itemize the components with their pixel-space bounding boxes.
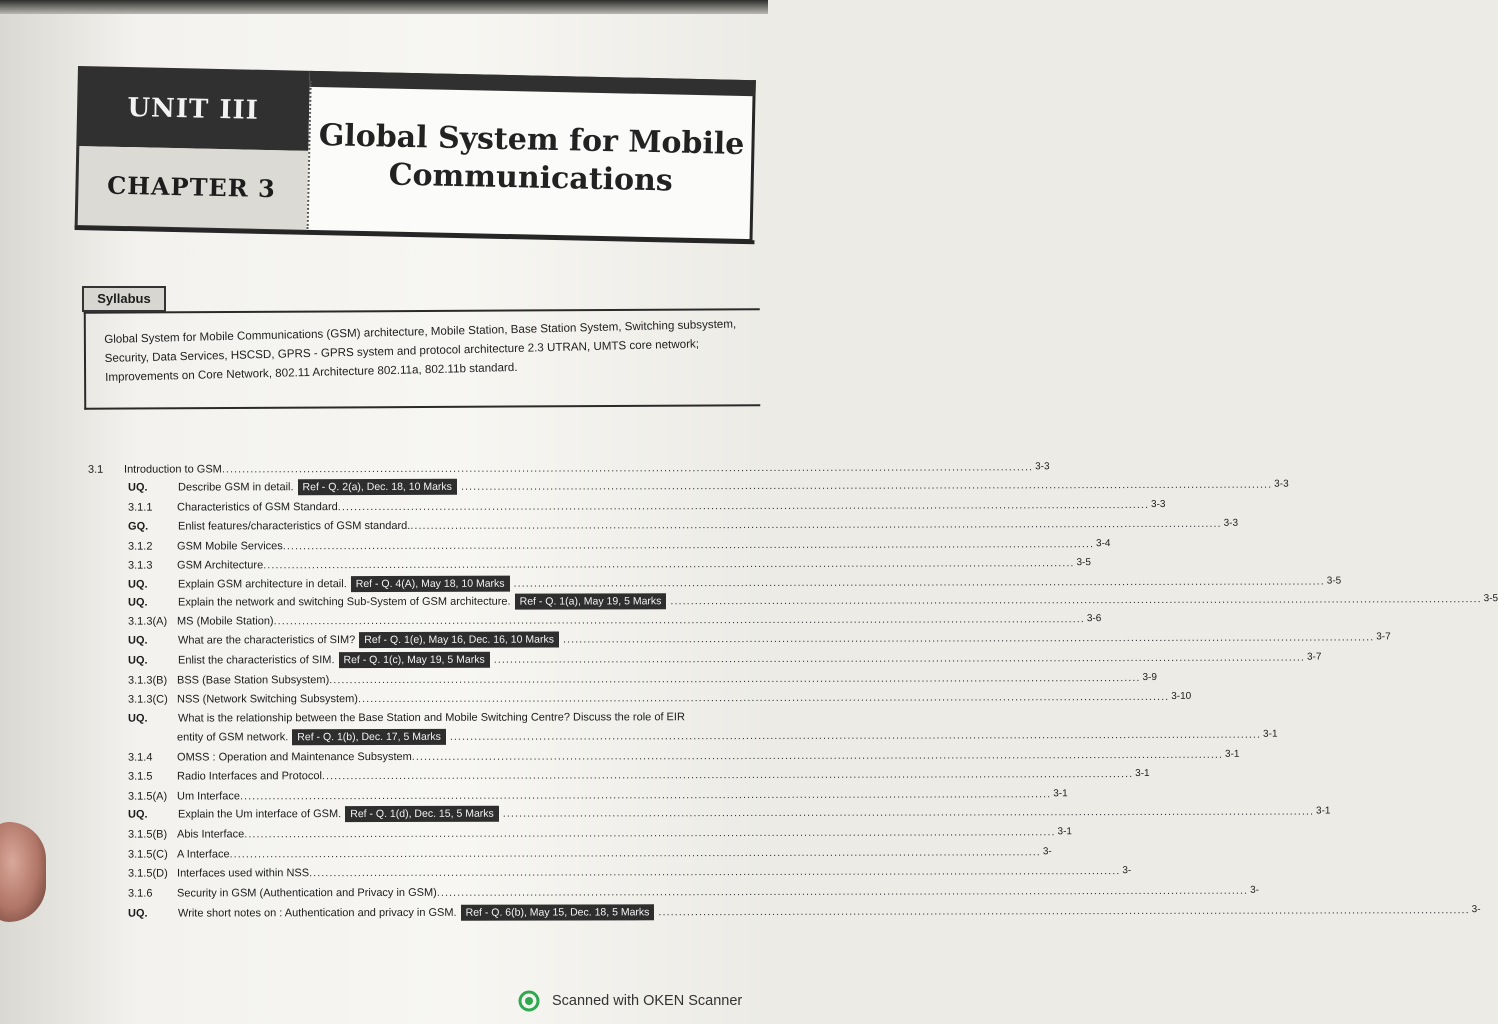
toc-entry (176, 690, 1192, 708)
toc-row (0, 556, 1091, 574)
toc-page-number: 3-3 (1223, 517, 1239, 529)
toc-title: MS (Mobile Station) (176, 615, 274, 628)
toc-leader-dots: ........................................................................................................................................................................................................ (411, 748, 1224, 763)
toc-leader-dots: ........................................................................................................................................................................................................ (309, 865, 1121, 880)
toc-page-number: 3-5 (1076, 557, 1091, 569)
toc-row (0, 748, 1240, 766)
toc-title: OMSS : Operation and Maintenance Subsystem (176, 750, 412, 764)
toc-title: Radio Interfaces and Protocol (176, 770, 322, 783)
toc-row (0, 498, 1166, 516)
toc-row (0, 767, 1150, 785)
toc-leader-dots: ........................................................................................................................................................................................................ (229, 846, 1041, 861)
toc-page-number: 3- (1042, 846, 1052, 858)
toc-number: 3.1 (87, 463, 104, 476)
toc-leader-dots: ........................................................................................................................................................................................................ (337, 498, 1150, 514)
toc-entry (176, 864, 1132, 882)
toc-leader-dots: ........................................................................................................................................................................................................ (502, 805, 1315, 820)
toc-page-number: 3-7 (1376, 631, 1391, 643)
toc-entry (177, 478, 1289, 496)
toc-entry (177, 631, 1391, 649)
chapter-title-line2: Communications (388, 157, 674, 199)
toc-title: Explain the Um interface of GSM. (177, 808, 342, 821)
toc-page-number: 3- (1122, 865, 1132, 877)
toc-page-number: 3-3 (1035, 461, 1050, 473)
toc-number: UQ. (127, 634, 148, 647)
toc-page-number: 3-3 (1151, 498, 1166, 510)
toc-leader-dots: ........................................................................................................................................................................................................ (321, 768, 1134, 783)
toc-row (0, 631, 1391, 649)
toc-page-number: 3- (1250, 884, 1259, 896)
toc-number: 3.1.1 (127, 501, 153, 514)
toc-page-number: 3-9 (1142, 671, 1157, 684)
toc-title: Interfaces used within NSS (176, 867, 310, 880)
toc-title: GSM Mobile Services (176, 540, 283, 553)
toc-title: Abis Interface (176, 828, 245, 841)
syllabus-label: Syllabus (82, 286, 166, 312)
toc-title: Introduction to GSM (123, 463, 222, 476)
toc-row (0, 884, 1259, 902)
toc-number: UQ. (127, 654, 148, 667)
toc-page-number: 3-1 (1135, 767, 1150, 780)
toc-row (0, 575, 1342, 593)
toc-title: BSS (Base Station Subsystem) (176, 674, 330, 687)
toc-row (0, 728, 1278, 746)
toc-page-number: 3- (1471, 904, 1481, 916)
toc-number: 3.1.6 (127, 887, 153, 900)
toc-row (0, 864, 1132, 882)
toc-title: NSS (Network Switching Subsystem) (176, 693, 358, 706)
toc-leader-dots: ........................................................................................................................................................................................................ (670, 593, 1482, 608)
toc-leader-dots: ........................................................................................................................................................................................................ (244, 826, 1056, 841)
toc-entry (177, 651, 1322, 669)
toc-number: 3.1.5(C) (127, 848, 168, 861)
toc-row (0, 904, 1481, 922)
scanner-watermark (518, 990, 742, 1012)
toc-title: GSM Architecture (176, 559, 264, 572)
toc-row (0, 478, 1289, 496)
toc-leader-dots: ........................................................................................................................................................................................................ (357, 690, 1170, 706)
toc-title: entity of GSM network. (176, 731, 289, 744)
toc-leader-dots: ........................................................................................................................................................................................................ (460, 478, 1273, 493)
toc-entry (176, 884, 1259, 902)
chapter-title-line1: Global System for Mobile (318, 118, 745, 162)
toc-reference-badge: Ref - Q. 1(e), May 16, Dec. 16, 10 Marks (359, 632, 559, 649)
toc-reference-badge: Ref - Q. 1(a), May 19, 5 Marks (515, 593, 667, 609)
toc-page-number: 3-1 (1057, 826, 1072, 838)
toc-reference-badge: Ref - Q. 6(b), May 15, Dec. 18, 5 Marks (461, 904, 655, 921)
toc-number: UQ. (127, 712, 148, 725)
toc-entry (176, 671, 1157, 689)
toc-entry (177, 593, 1498, 611)
toc-entry (176, 845, 1052, 863)
toc-page-number: 3-1 (1263, 728, 1278, 740)
toc-title: Security in GSM (Authentication and Privacy in GSM) (176, 886, 437, 900)
unit-label: UNIT III (127, 93, 260, 126)
toc-entry (177, 575, 1342, 593)
toc-row (0, 671, 1157, 689)
toc-leader-dots: ........................................................................................................................................................................................................ (282, 538, 1095, 553)
toc-page-number: 3-3 (1274, 478, 1289, 490)
toc-row (0, 825, 1072, 843)
toc-leader-dots: ........................................................................................................................................................................................................ (329, 672, 1141, 687)
toc-reference-badge: Ref - Q. 1(d), Dec. 15, 5 Marks (345, 806, 499, 822)
toc-title: What is the relationship between the Base Station and Mobile Switching Centre? Discuss the role of EIR (177, 711, 685, 725)
toc-number: 3.1.2 (127, 540, 153, 553)
toc-row (0, 612, 1102, 630)
toc-number: 3.1.3(C) (127, 693, 168, 706)
toc-entry (176, 537, 1111, 555)
toc-leader-dots: ........................................................................................................................................................................................................ (658, 904, 1470, 919)
toc-row (0, 593, 1498, 611)
toc-row (0, 787, 1068, 805)
toc-page-number: 3-1 (1315, 805, 1331, 817)
toc-leader-dots: ........................................................................................................................................................................................................ (221, 461, 1034, 476)
toc-row (0, 537, 1111, 555)
toc-row (0, 460, 1050, 478)
toc-title: Characteristics of GSM Standard (176, 501, 338, 514)
toc-leader-dots: ........................................................................................................................................................................................................ (493, 651, 1305, 666)
toc-entry (176, 767, 1150, 785)
toc-number: UQ. (127, 596, 148, 609)
toc-title: Explain GSM architecture in detail. (177, 578, 347, 591)
toc-entry (176, 748, 1240, 766)
toc-title: Explain the network and switching Sub-System of GSM architecture. (177, 595, 511, 609)
toc-page-number: 3-6 (1086, 613, 1102, 625)
toc-page-number: 3-7 (1306, 651, 1322, 663)
toc-row (0, 651, 1322, 669)
toc-page-number: 3-5 (1483, 593, 1498, 605)
toc-entry (177, 805, 1331, 823)
toc-page-number: 3-5 (1326, 575, 1342, 587)
toc-number: 3.1.5(A) (127, 790, 168, 803)
toc-entry (176, 787, 1068, 805)
toc-page-number: 3-10 (1171, 690, 1192, 702)
toc-leader-dots: ........................................................................................................................................................................................................ (239, 788, 1052, 803)
toc-reference-badge: Ref - Q. 4(A), May 18, 10 Marks (351, 576, 510, 592)
toc-number: 3.1.3(B) (127, 674, 168, 687)
toc-page-number: 3-1 (1225, 748, 1240, 760)
toc-number: UQ. (127, 578, 148, 591)
toc-reference-badge: Ref - Q. 1(b), Dec. 17, 5 Marks (292, 729, 446, 745)
scanner-logo-icon (518, 990, 540, 1012)
chapter-label: CHAPTER 3 (106, 170, 277, 204)
toc-page-number: 3-4 (1095, 538, 1111, 550)
toc-number: 3.1.5 (127, 770, 153, 783)
toc-row (0, 845, 1052, 863)
toc-title: Write short notes on : Authentication and privacy in GSM. (177, 906, 457, 920)
toc-entry (176, 612, 1102, 630)
toc-number: GQ. (127, 520, 149, 533)
toc-entry (176, 498, 1166, 516)
toc-leader-dots: ........................................................................................................................................................................................................ (436, 884, 1249, 899)
toc-entry (176, 825, 1072, 843)
toc-title: Enlist the characteristics of SIM. (177, 654, 335, 667)
toc-entry (176, 556, 1091, 574)
toc-leader-dots: ........................................................................................................................................................................................................ (410, 517, 1222, 532)
scanner-text: Scanned with OKEN Scanner (552, 993, 743, 1009)
toc-title: Um Interface (176, 790, 240, 803)
toc-leader-dots: ........................................................................................................................................................................................................ (273, 613, 1085, 628)
toc-title: Describe GSM in detail. (177, 481, 294, 494)
toc-number: UQ. (127, 907, 148, 920)
toc-number: 3.1.5(B) (127, 828, 168, 841)
toc-leader-dots: ........................................................................................................................................................................................................ (562, 631, 1375, 646)
toc-entry (177, 904, 1481, 922)
toc-reference-badge: Ref - Q. 1(c), May 19, 5 Marks (338, 652, 489, 668)
toc-row (0, 805, 1331, 823)
toc-page-number: 3-1 (1053, 788, 1068, 800)
toc-leader-dots: ........................................................................................................................................................................................................ (263, 557, 1075, 572)
toc-title: Enlist features/characteristics of GSM standard. (177, 519, 411, 533)
toc-number: 3.1.4 (127, 751, 153, 764)
toc-number: UQ. (127, 481, 148, 494)
toc-leader-dots: ........................................................................................................................................................................................................ (513, 575, 1325, 590)
toc-row (0, 517, 1239, 535)
toc-entry (123, 460, 1050, 478)
toc-entry (176, 728, 1278, 746)
toc-row (0, 690, 1192, 708)
toc-leader-dots: ........................................................................................................................................................................................................ (449, 728, 1262, 743)
toc-reference-badge: Ref - Q. 2(a), Dec. 18, 10 Marks (298, 479, 457, 495)
toc-row (0, 709, 768, 727)
toc-title: What are the characteristics of SIM? (177, 634, 356, 647)
toc-number: 3.1.3 (127, 559, 153, 572)
toc-entry (177, 517, 1239, 535)
syllabus-text: Global System for Mobile Communications (GSM) architecture, Mobile Station, Base Station System, Switching subsystem, Security, Data Services, HSCSD, GPRS - GPRS system and protocol architecture 2.3 UTRAN, UMTS core network; Improvements on Core Network, 802.11 Architecture 802.11a, 802.11b standard. (104, 317, 737, 384)
toc-number: UQ. (127, 808, 148, 821)
toc-entry (178, 709, 763, 727)
toc-number: 3.1.3(A) (127, 615, 168, 628)
toc-number: 3.1.5(D) (127, 867, 168, 880)
toc-title: A Interface (176, 848, 230, 861)
